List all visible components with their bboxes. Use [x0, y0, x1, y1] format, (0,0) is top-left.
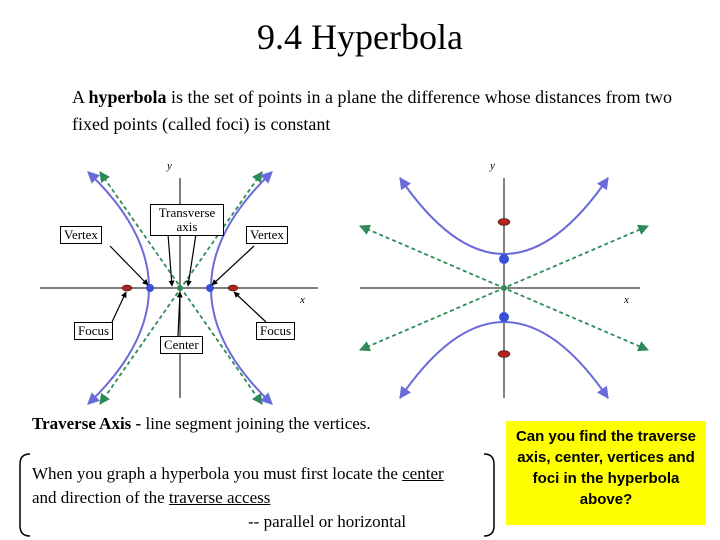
intro-rest: is the set of points in a plane the difference whose distances from two fixed points (called foci) is constant	[72, 87, 673, 134]
left-x-axis-label: x	[300, 294, 305, 306]
graph-note-center: center	[402, 464, 444, 483]
label-focus-left: Focus	[74, 322, 113, 340]
label-vertex-right: Vertex	[246, 226, 288, 244]
question-box: Can you find the traverse axis, center, vertices and foci in the hyperbola above?	[506, 421, 706, 525]
callout-focus-left	[112, 292, 126, 322]
left-vertex-1	[146, 284, 154, 292]
graph-note	[32, 462, 472, 534]
label-center: Center	[160, 336, 203, 354]
intro-prefix: A	[72, 87, 89, 107]
left-vertex-2	[206, 284, 214, 292]
right-center	[501, 285, 507, 291]
callout-focus-right	[234, 292, 266, 322]
callout-transverse-1	[168, 234, 172, 286]
graph-note-part2: and direction of the	[32, 488, 169, 507]
traverse-term: Traverse Axis -	[32, 414, 142, 433]
callout-transverse-2	[188, 234, 196, 286]
right-vertex-1	[499, 254, 509, 264]
left-center	[177, 285, 183, 291]
page-title: 9.4 Hyperbola	[257, 17, 463, 57]
right-y-axis-label: y	[490, 160, 495, 172]
right-focus-2	[498, 351, 510, 358]
right-hyperbola-figure	[360, 178, 648, 398]
intro-term: hyperbola	[88, 87, 167, 107]
label-focus-right: Focus	[256, 322, 295, 340]
right-bracket	[484, 454, 494, 536]
right-focus-1	[498, 219, 510, 226]
right-x-axis-label: x	[624, 294, 629, 306]
label-vertex-left: Vertex	[60, 226, 102, 244]
traverse-text: line segment joining the vertices.	[141, 414, 371, 433]
left-focus-2	[228, 285, 238, 291]
left-y-axis-label: y	[167, 160, 172, 172]
traverse-axis-definition	[32, 414, 371, 434]
graph-note-part1: When you graph a hyperbola you must first locate the	[32, 464, 403, 483]
right-vertex-2	[499, 312, 509, 322]
graph-note-part3: -- parallel or horizontal	[248, 512, 407, 531]
callout-vertex-right	[212, 246, 254, 285]
graph-note-traverse: traverse access	[168, 488, 271, 507]
left-bracket	[20, 454, 30, 536]
label-transverse-axis: Transverse axis	[150, 204, 224, 236]
left-focus-1	[122, 285, 132, 291]
